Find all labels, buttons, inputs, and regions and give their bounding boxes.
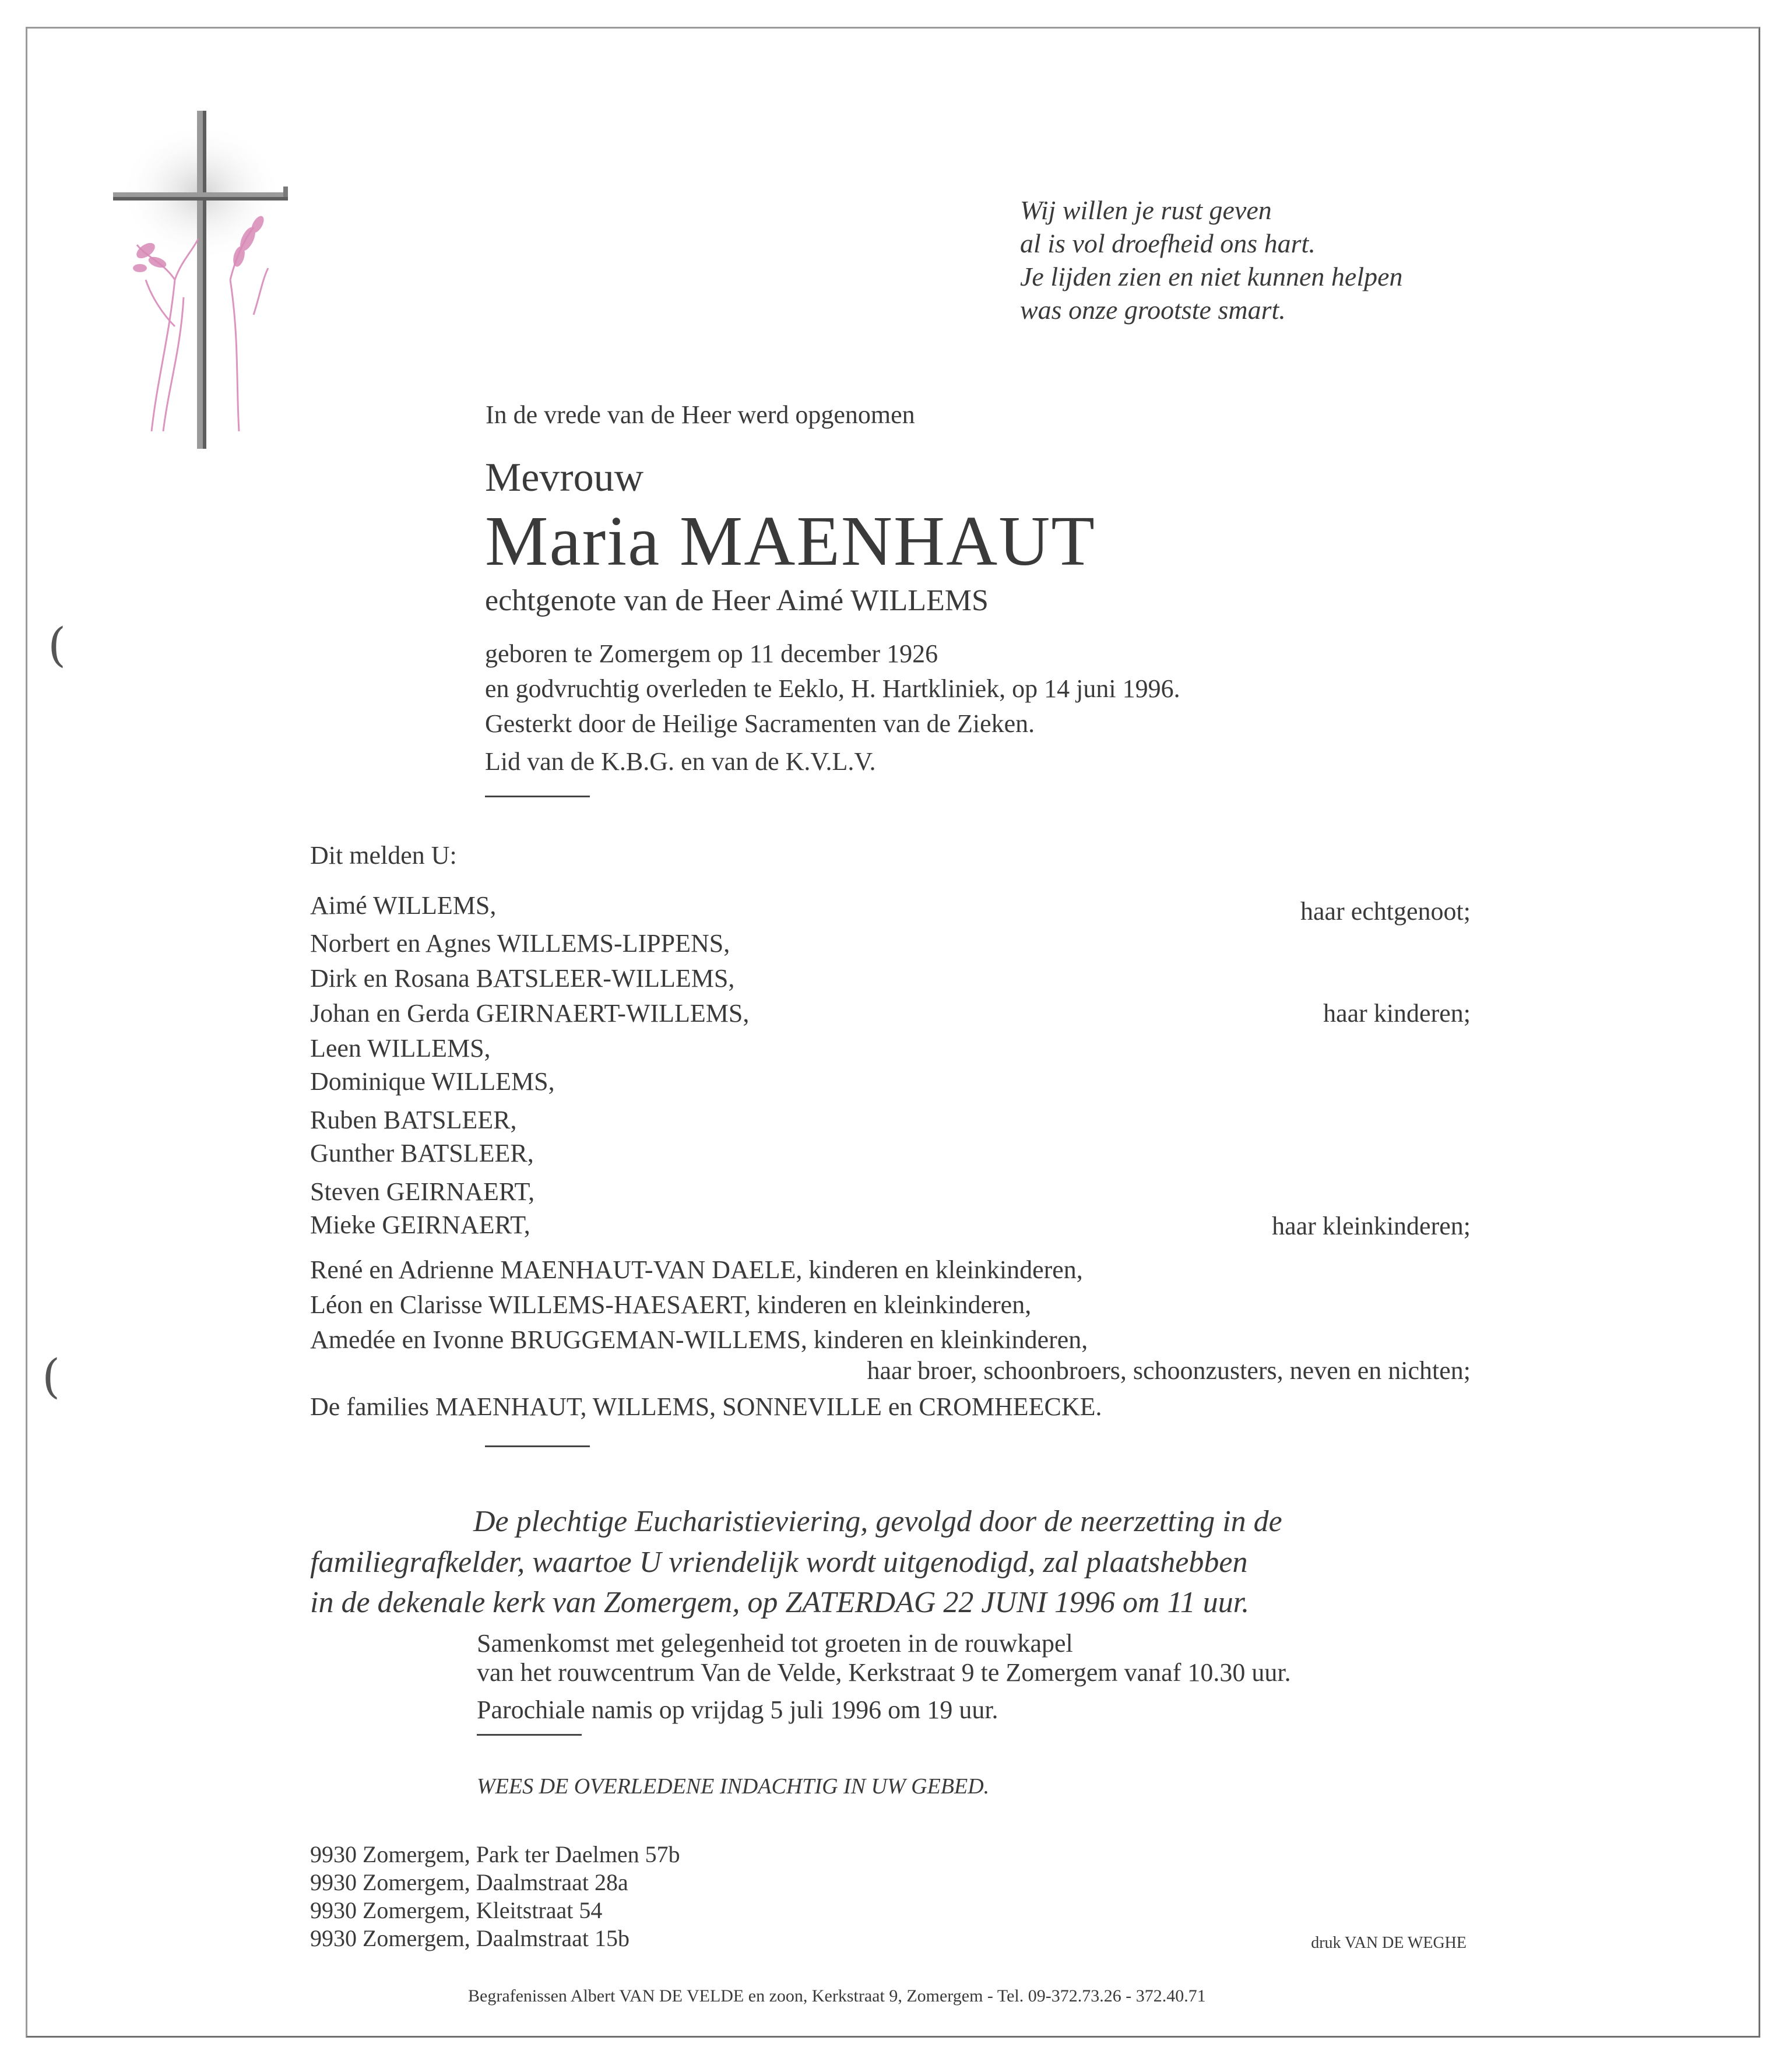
poem-line: al is vol droefheid ons hart. — [1020, 228, 1316, 258]
undertaker-footer: Begrafenissen Albert VAN DE VELDE en zoon, Kerkstraat 9, Zomergem - Tel. 09-372.73.26 - 372.40.71 — [468, 1986, 1206, 2006]
ceremony-line: De plechtige Eucharistieviering, gevolgd door de neerzetting in de — [473, 1505, 1282, 1538]
mass-line: Parochiale namis op vrijdag 5 juli 1996 om 19 uur. — [477, 1695, 998, 1724]
ceremony-line: familiegrafkelder, waartoe U vriendelijk wordt uitgenodigd, zal plaatshebben — [310, 1546, 1248, 1579]
address-line: 9930 Zomergem, Kleitstraat 54 — [310, 1897, 603, 1923]
family-member: Dominique WILLEMS, — [310, 1067, 555, 1096]
family-role: haar kinderen; — [1323, 999, 1471, 1028]
family-member: René en Adrienne MAENHAUT-VAN DAELE, kinderen en kleinkinderen, — [310, 1255, 1083, 1284]
intro-text: In de vrede van de Heer werd opgenomen — [486, 400, 915, 429]
gathering-line: Samenkomst met gelegenheid tot groeten in de rouwkapel — [477, 1629, 1073, 1658]
detail-line: Gesterkt door de Heilige Sacramenten van de Zieken. — [485, 709, 1035, 738]
poem-line: Je lijden zien en niet kunnen helpen — [1020, 262, 1403, 291]
ceremony-line: in de dekenale kerk van Zomergem, op ZATERDAG 22 JUNI 1996 om 11 uur. — [310, 1586, 1250, 1619]
family-member: Johan en Gerda GEIRNAERT-WILLEMS, — [310, 999, 750, 1028]
family-member: Mieke GEIRNAERT, — [310, 1211, 530, 1239]
family-member: Norbert en Agnes WILLEMS-LIPPENS, — [310, 929, 730, 958]
detail-line: geboren te Zomergem op 11 december 1926 — [485, 639, 938, 668]
family-role: haar broer, schoonbroers, schoonzusters, neven en nichten; — [867, 1356, 1471, 1385]
family-member: Ruben BATSLEER, — [310, 1106, 517, 1134]
family-member: Léon en Clarisse WILLEMS-HAESAERT, kinderen en kleinkinderen, — [310, 1290, 1032, 1319]
gathering-line: van het rouwcentrum Van de Velde, Kerkstraat 9 te Zomergem vanaf 10.30 uur. — [477, 1658, 1291, 1687]
address-line: 9930 Zomergem, Daalmstraat 28a — [310, 1869, 628, 1895]
deceased-name: Maria MAENHAUT — [485, 502, 1096, 581]
family-role: haar kleinkinderen; — [1272, 1212, 1471, 1240]
address-line: 9930 Zomergem, Park ter Daelmen 57b — [310, 1841, 680, 1867]
family-member: Gunther BATSLEER, — [310, 1139, 534, 1167]
printer-credit: druk VAN DE WEGHE — [1311, 1934, 1467, 1952]
prayer-line: WEES DE OVERLEDENE INDACHTIG IN UW GEBED. — [477, 1774, 990, 1799]
family-role: haar echtgenoot; — [1300, 897, 1471, 926]
punch-mark: ( — [42, 1349, 61, 1403]
punch-mark: ( — [48, 618, 66, 672]
divider — [485, 796, 590, 797]
family-member: Dirk en Rosana BATSLEER-WILLEMS, — [310, 964, 735, 993]
divider — [477, 1734, 582, 1736]
family-member: Aimé WILLEMS, — [310, 891, 497, 920]
salutation: Mevrouw — [485, 455, 644, 500]
family-member: Amedée en Ivonne BRUGGEMAN-WILLEMS, kinderen en kleinkinderen, — [310, 1325, 1088, 1354]
family-member: Leen WILLEMS, — [310, 1034, 491, 1063]
detail-line: en godvruchtig overleden te Eeklo, H. Hartkliniek, op 14 juni 1996. — [485, 674, 1180, 703]
poem-line: Wij willen je rust geven — [1020, 195, 1272, 225]
poem-line: was onze grootste smart. — [1020, 295, 1286, 325]
cross-flower-icon — [105, 105, 297, 455]
family-member: De families MAENHAUT, WILLEMS, SONNEVILLE en CROMHEECKE. — [310, 1392, 1102, 1421]
family-member: Steven GEIRNAERT, — [310, 1177, 535, 1206]
address-line: 9930 Zomergem, Daalmstraat 15b — [310, 1925, 630, 1951]
announce-text: Dit melden U: — [310, 841, 457, 870]
spouse-line: echtgenote van de Heer Aimé WILLEMS — [485, 584, 989, 617]
divider — [485, 1445, 590, 1447]
detail-line: Lid van de K.B.G. en van de K.V.L.V. — [485, 747, 876, 776]
